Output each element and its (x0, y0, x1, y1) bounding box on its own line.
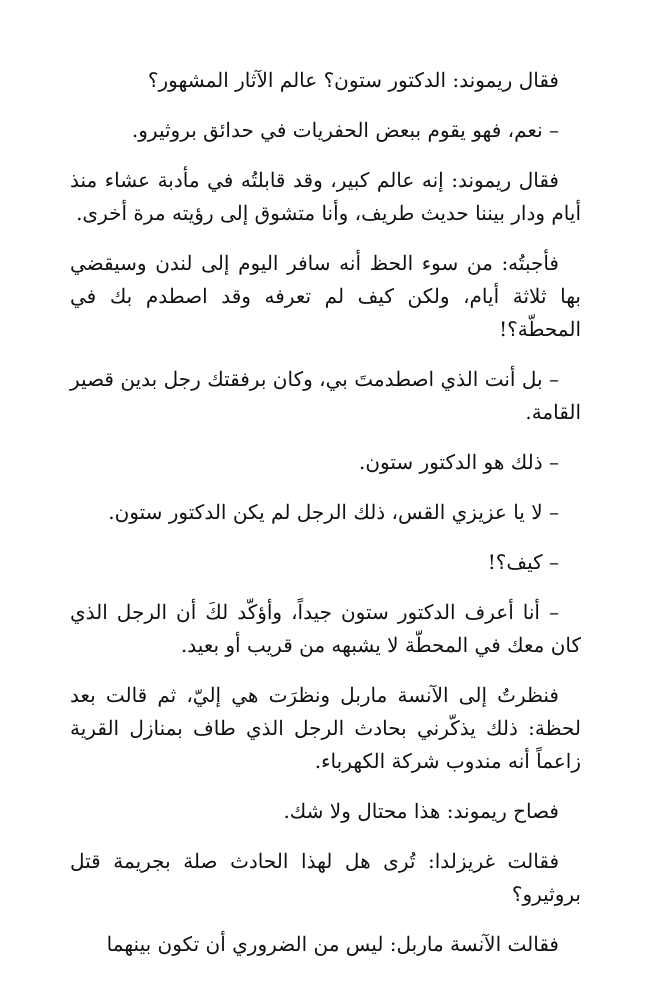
paragraph-4: فأجبتُه: من سوء الحظ أنه سافر اليوم إلى لندن وسيقضي بها ثلاثة أيام، ولكن كيف لم تعرفه وقد اصطدم بك في المحطّة؟! (70, 251, 581, 341)
paragraph-1: فقال ريموند: الدكتور ستون؟ عالم الآثار المشهور؟ (147, 68, 559, 92)
paragraph-2: – نعم، فهو يقوم ببعض الحفريات في حدائق بروثيرو. (131, 118, 559, 142)
book-page (70, 64, 581, 978)
paragraph-3: فقال ريموند: إنه عالم كبير، وقد قابلتُه في مأدبة عشاء منذ أيام ودار بيننا حديث طريف، وأنا متشوق إلى رؤيته مرة أخرى. (70, 168, 581, 225)
paragraph-13: فقالت الآنسة ماربل: ليس من الضروري أن تكون بينهما (106, 932, 559, 956)
paragraph-9: – أنا أعرف الدكتور ستون جيداً، وأؤكّد لكَ أن الرجل الذي كان معك في المحطّة لا يشبهه من قريب أو بعيد. (70, 600, 581, 657)
paragraph-5: – بل أنت الذي اصطدمتَ بي، وكان برفقتك رجل بدين قصير القامة. (70, 367, 581, 424)
paragraph-12: فقالت غريزلدا: تُرى هل لهذا الحادث صلة بجريمة قتل بروثيرو؟ (70, 849, 581, 906)
paragraph-11: فصاح ريموند: هذا محتال ولا شك. (283, 799, 559, 823)
paragraph-8: – كيف؟! (487, 550, 559, 574)
paragraph-7: – لا يا عزيزي القس، ذلك الرجل لم يكن الدكتور ستون. (108, 500, 559, 524)
paragraph-6: – ذلك هو الدكتور ستون. (358, 450, 559, 474)
paragraph-10: فنظرتُ إلى الآنسة ماربل ونظرَت هي إليّ، ثم قالت بعد لحظة: ذلك يذكّرني بحادث الرجل الذي طاف بمنازل القرية زاعماً أنه مندوب شركة الكهرباء. (70, 683, 581, 773)
